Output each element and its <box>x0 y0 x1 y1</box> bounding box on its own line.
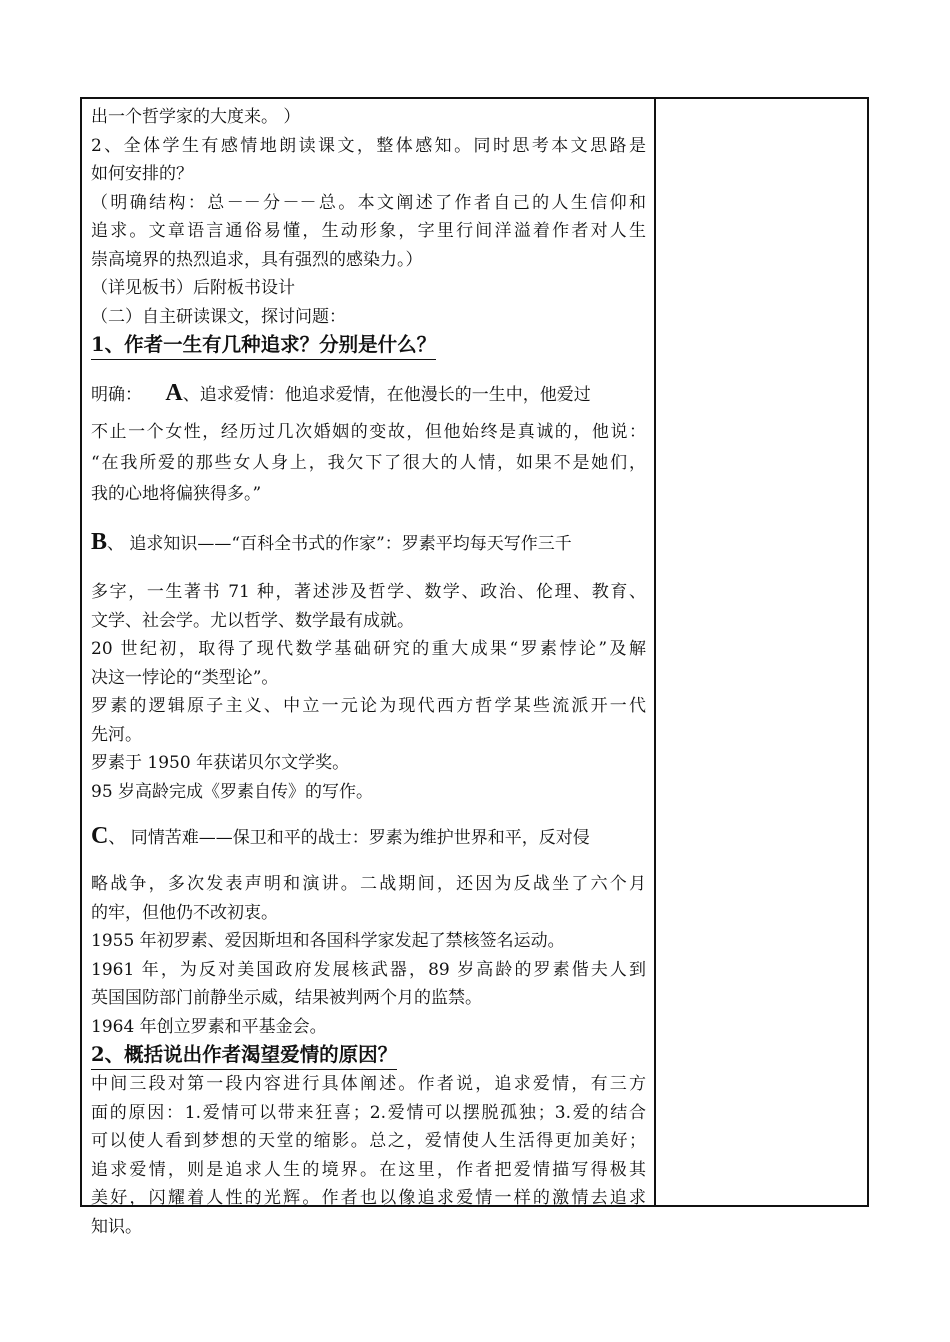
text-line: 出一个哲学家的大度来。 ） <box>91 107 301 127</box>
text-line: 追求爱情，则是追求人生的境界。在这里，作者把爱情描写得极其 <box>91 1159 646 1180</box>
text-line: 的牢，但他仍不改初衷。 <box>91 902 278 923</box>
lesson-content <box>91 103 646 1241</box>
answer-a-first-line <box>91 371 646 417</box>
text-line: 面的原因：1.爱情可以带来狂喜；2.爱情可以摆脱孤独；3.爱的结合 <box>91 1102 646 1123</box>
question-2-heading: 2、概括说出作者渴望爱情的原因？ <box>91 1041 397 1070</box>
text-line: 崇高境界的热烈追求，具有强烈的感染力。） <box>91 249 423 270</box>
text-line: 罗素的逻辑原子主义、中立一元论为现代西方哲学某些流派开一代 <box>91 696 646 716</box>
answer-b-first-line <box>91 520 646 566</box>
text-line: 我的心地将偏狭得多。” <box>91 484 262 504</box>
column-divider <box>654 99 656 1205</box>
text-line: 美好，闪耀着人性的光辉。作者也以像追求爱情一样的激情去追求 <box>91 1188 646 1208</box>
text-line: 中间三段对第一段内容进行具体阐述。作者说，追求爱情，有三方 <box>91 1074 646 1094</box>
text-line: 1961 年，为反对美国政府发展核武器，89 岁高龄的罗素偕夫人到 <box>91 959 646 980</box>
text-line: 95 岁高龄完成《罗素自传》的写作。 <box>91 781 374 802</box>
answer-b-text: 、 追求知识——“百科全书式的作家”：罗素平均每天写作三千 <box>107 534 572 554</box>
text-line: 2、全体学生有感情地朗读课文，整体感知。同时思考本文思路是 <box>91 135 646 156</box>
text-line: 追求。文章语言通俗易懂，生动形象，字里行间洋溢着作者对人生 <box>91 221 646 241</box>
text-line: 20 世纪初，取得了现代数学基础研究的重大成果“罗素悖论”及解 <box>91 639 646 659</box>
text-line: （详见板书）后附板书设计 <box>91 278 295 298</box>
text-line: 多字，一生著书 71 种，著述涉及哲学、数学、政治、伦理、教育、 <box>91 582 646 602</box>
text-line: 文学、社会学。尤以哲学、数学最有成就。 <box>91 610 414 631</box>
text-line: 罗素于 1950 年获诺贝尔文学奖。 <box>91 753 350 773</box>
text-line: 英国国防部门前静坐示威，结果被判两个月的监禁。 <box>91 988 482 1008</box>
text-line: 如何安排的？ <box>91 164 193 184</box>
question-2-heading-row <box>91 1041 646 1070</box>
text-line: 可以使人看到梦想的天堂的缩影。总之，爱情使人生活得更加美好； <box>91 1131 646 1151</box>
text-line: 决这一悖论的“类型论”。 <box>91 667 279 688</box>
text-line: 不止一个女性，经历过几次婚姻的变故，但他始终是真诚的，他说： <box>91 422 646 442</box>
answer-b-letter: B <box>91 529 108 555</box>
question-1-heading-row <box>91 331 646 361</box>
question-1-heading: 1、作者一生有几种追求？分别是什么？ <box>91 331 436 360</box>
text-line: “在我所爱的那些女人身上，我欠下了很大的人情，如果不是她们， <box>91 453 646 473</box>
text-line: （明确结构：总－－分－－总。本文阐述了作者自己的人生信仰和 <box>91 192 646 213</box>
answer-a-text: 、追求爱情：他追求爱情，在他漫长的一生中，他爱过 <box>182 385 591 405</box>
text-line: 先河。 <box>91 724 142 745</box>
text-line: 知识。 <box>91 1216 142 1237</box>
answer-a-letter: A <box>165 380 183 406</box>
text-line: 1955 年初罗素、爱因斯坦和各国科学家发起了禁核签名运动。 <box>91 931 565 951</box>
text-line: （二）自主研读课文，探讨问题： <box>91 306 346 327</box>
text-line: 略战争，多次发表声明和演讲。二战期间，还因为反战坐了六个月 <box>91 874 646 894</box>
answer-c-letter: C <box>91 823 109 849</box>
lesson-table <box>80 97 869 1237</box>
answer-c-text: 、 同情苦难——保卫和平的战士：罗素为维护世界和平，反对侵 <box>108 828 590 848</box>
text-line: 1964 年创立罗素和平基金会。 <box>91 1016 327 1037</box>
answer-c-first-line <box>91 814 646 860</box>
answer-prefix: 明确： <box>91 385 142 405</box>
